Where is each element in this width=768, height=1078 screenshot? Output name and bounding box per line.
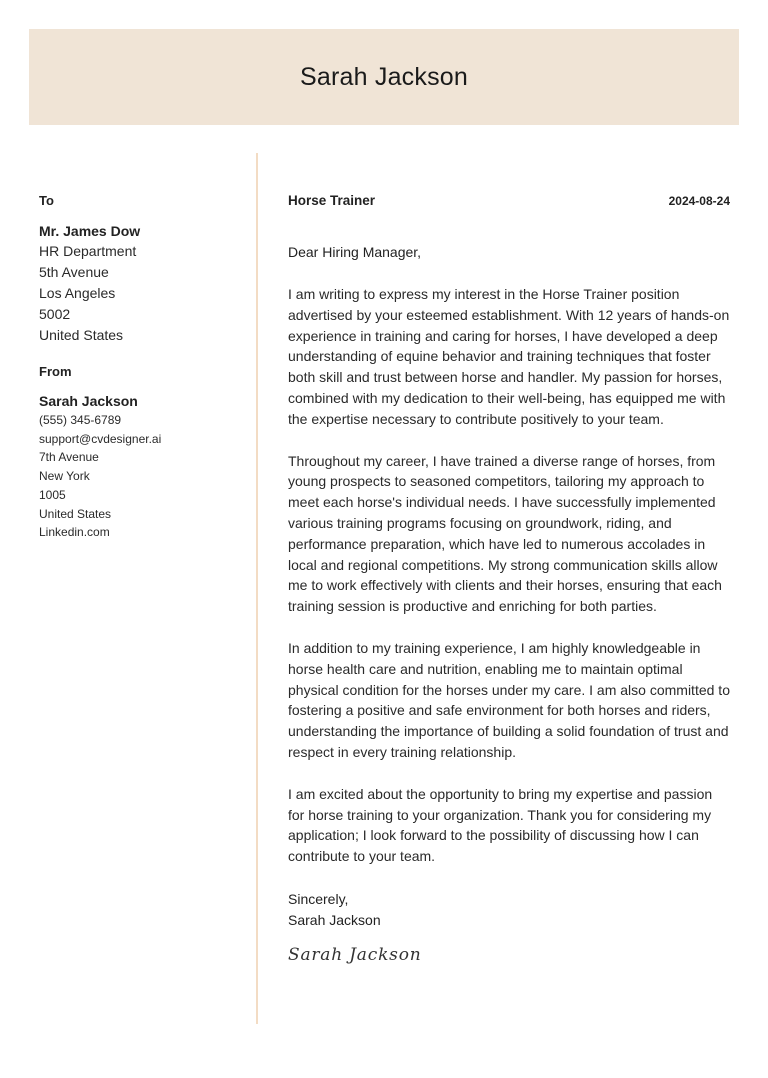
header-banner: [29, 29, 739, 125]
letter-body: [288, 193, 730, 965]
job-title: Horse Trainer: [288, 193, 376, 208]
recipient-line: HR Department: [39, 243, 137, 259]
contact-column: [39, 193, 244, 542]
signature: Sarah Jackson: [288, 944, 422, 965]
recipient-name: Mr. James Dow: [39, 223, 141, 239]
letter-paragraph: I am writing to express my interest in the Horse Trainer position advertised by your esteemed establishment. With 12 years of hands-on experience in training and caring for horses, I have developed a deep understanding of equine behavior and training techniques that foster both skill and trust between horse and handler. My passion for horses, combined with my dedication to their well-being, has equipped me with the expertise necessary to contribute positively to your team.: [288, 286, 730, 427]
sender-linkedin: Linkedin.com: [39, 525, 110, 540]
letter-paragraph: In addition to my training experience, I am highly knowledgeable in horse health care and nutrition, enabling me to maintain optimal physical condition for the horses under my care. I am also committed to fostering a positive and safe environment for both horses and riders, understanding the importance of building a solid foundation of trust and respect in every training relationship.: [288, 639, 730, 760]
salutation: Dear Hiring Manager,: [288, 244, 422, 260]
recipient-line: 5th Avenue: [39, 264, 109, 280]
letter-paragraph: I am excited about the opportunity to bring my expertise and passion for horse training to your organization. Thank you for considering my application; I look forward to the possibility of discussing how I can contribute to your team.: [288, 785, 713, 865]
closing: [288, 889, 730, 931]
column-divider: [256, 153, 258, 1024]
sender-line: 7th Avenue: [39, 450, 99, 465]
recipient-line: 5002: [39, 306, 71, 322]
closing-phrase: Sincerely,: [288, 890, 349, 907]
sender-label: From: [39, 364, 72, 379]
sender-line: 1005: [39, 487, 66, 502]
recipient-label: To: [39, 193, 54, 208]
sender-email: support@cvdesigner.ai: [39, 431, 162, 446]
sender-line: New York: [39, 469, 90, 484]
letter-date: 2024-08-24: [668, 194, 730, 208]
letter-paragraph: Throughout my career, I have trained a diverse range of horses, from young prospects to seasoned competitors, tailoring my approach to meet each horse's individual needs. I have successfully implemented various training programs focusing on groundwork, riding, and performance preparation, which have led to numerous accolades in local and regional competitions. My strong communication skills allow me to work effectively with clients and their horses, ensuring that each training session is productive and enriching for both parties.: [288, 452, 722, 615]
recipient-line: Los Angeles: [39, 285, 116, 301]
recipient-line: United States: [39, 327, 124, 343]
sender-name: Sarah Jackson: [39, 393, 138, 409]
sender-line: United States: [39, 506, 112, 521]
page-title: Sarah Jackson: [300, 62, 468, 91]
closing-name: Sarah Jackson: [288, 911, 381, 928]
letter-heading: [288, 193, 730, 208]
sender-phone: (555) 345-6789: [39, 413, 122, 427]
